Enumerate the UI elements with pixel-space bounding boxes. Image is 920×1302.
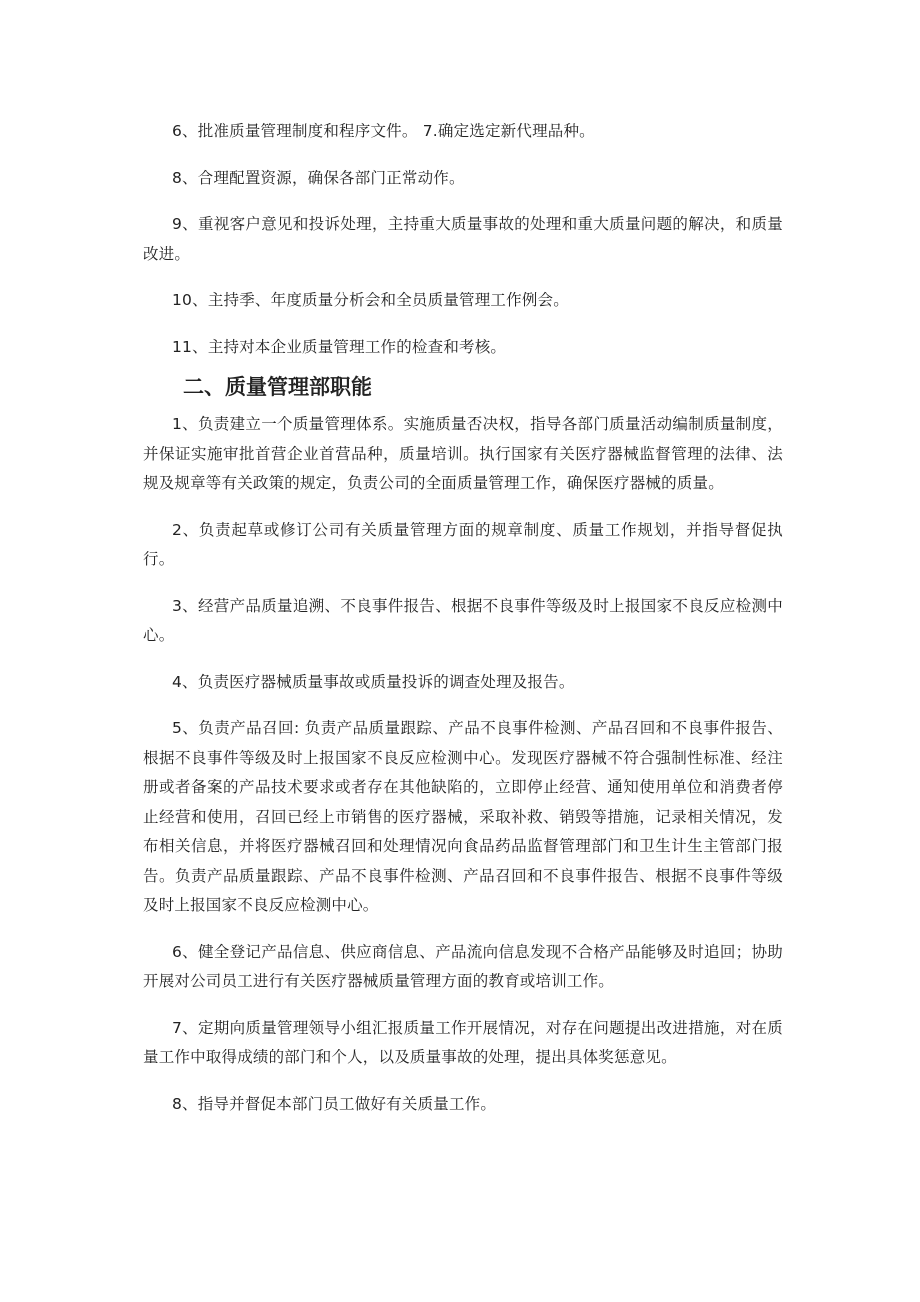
document-body bbox=[143, 117, 783, 1119]
duty-item-6: 6、健全登记产品信息、供应商信息、产品流向信息发现不合格产品能够及时追回；协助开展对公司员工进行有关医疗器械质量管理方面的教育或培训工作。 bbox=[143, 942, 783, 990]
paragraph-item-8: 8、合理配置资源，确保各部门正常动作。 bbox=[172, 168, 465, 187]
paragraph-item-11: 11、主持对本企业质量管理工作的检查和考核。 bbox=[172, 337, 507, 356]
duty-item-7: 7、定期向质量管理领导小组汇报质量工作开展情况，对存在问题提出改进措施，对在质量工作中取得成绩的部门和个人，以及质量事故的处理，提出具体奖惩意见。 bbox=[143, 1018, 783, 1066]
paragraph-item-6: 6、批准质量管理制度和程序文件。 7.确定选定新代理品种。 bbox=[172, 122, 595, 140]
paragraph-item-10: 10、主持季、年度质量分析会和全员质量管理工作例会。 bbox=[172, 291, 569, 309]
duty-item-2: 2、负责起草或修订公司有关质量管理方面的规章制度、质量工作规划，并指导督促执行。 bbox=[143, 520, 783, 568]
duty-item-1: 1、负责建立一个质量管理体系。实施质量否决权，指导各部门质量活动编制质量制度，并保证实施审批首营企业首营品种，质量培训。执行国家有关医疗器械监督管理的法律、法规及规章等有关政策的规定，负责公司的全面质量管理工作，确保医疗器械的质量。 bbox=[143, 415, 783, 492]
section-heading: 二、质量管理部职能 bbox=[183, 375, 372, 399]
duty-item-4: 4、负责医疗器械质量事故或质量投诉的调查处理及报告。 bbox=[172, 672, 575, 691]
duty-item-3: 3、经营产品质量追溯、不良事件报告、根据不良事件等级及时上报国家不良反应检测中心。 bbox=[143, 596, 783, 644]
paragraph-item-9: 9、重视客户意见和投诉处理，主持重大质量事故的处理和重大质量问题的解决，和质量改进。 bbox=[143, 215, 783, 263]
duty-item-8: 8、指导并督促本部门员工做好有关质量工作。 bbox=[172, 1094, 497, 1113]
duty-item-5: 5、负责产品召回: 负责产品质量跟踪、产品不良事件检测、产品召回和不良事件报告、根据不良事件等级及时上报国家不良反应检测中心。发现医疗器械不符合强制性标准、经注册或者备案的产品技术要求或者存在其他缺陷的，立即停止经营、通知使用单位和消费者停止经营和使用，召回已经上市销售的医疗器械，采取补救、销毁等措施，记录相关情况，发布相关信息，并将医疗器械召回和处理情况向食品药品监督管理部门和卫生计生主管部门报告。负责产品质量跟踪、产品不良事件检测、产品召回和不良事件报告、根据不良事件等级及时上报国家不良反应检测中心。 bbox=[143, 719, 783, 914]
